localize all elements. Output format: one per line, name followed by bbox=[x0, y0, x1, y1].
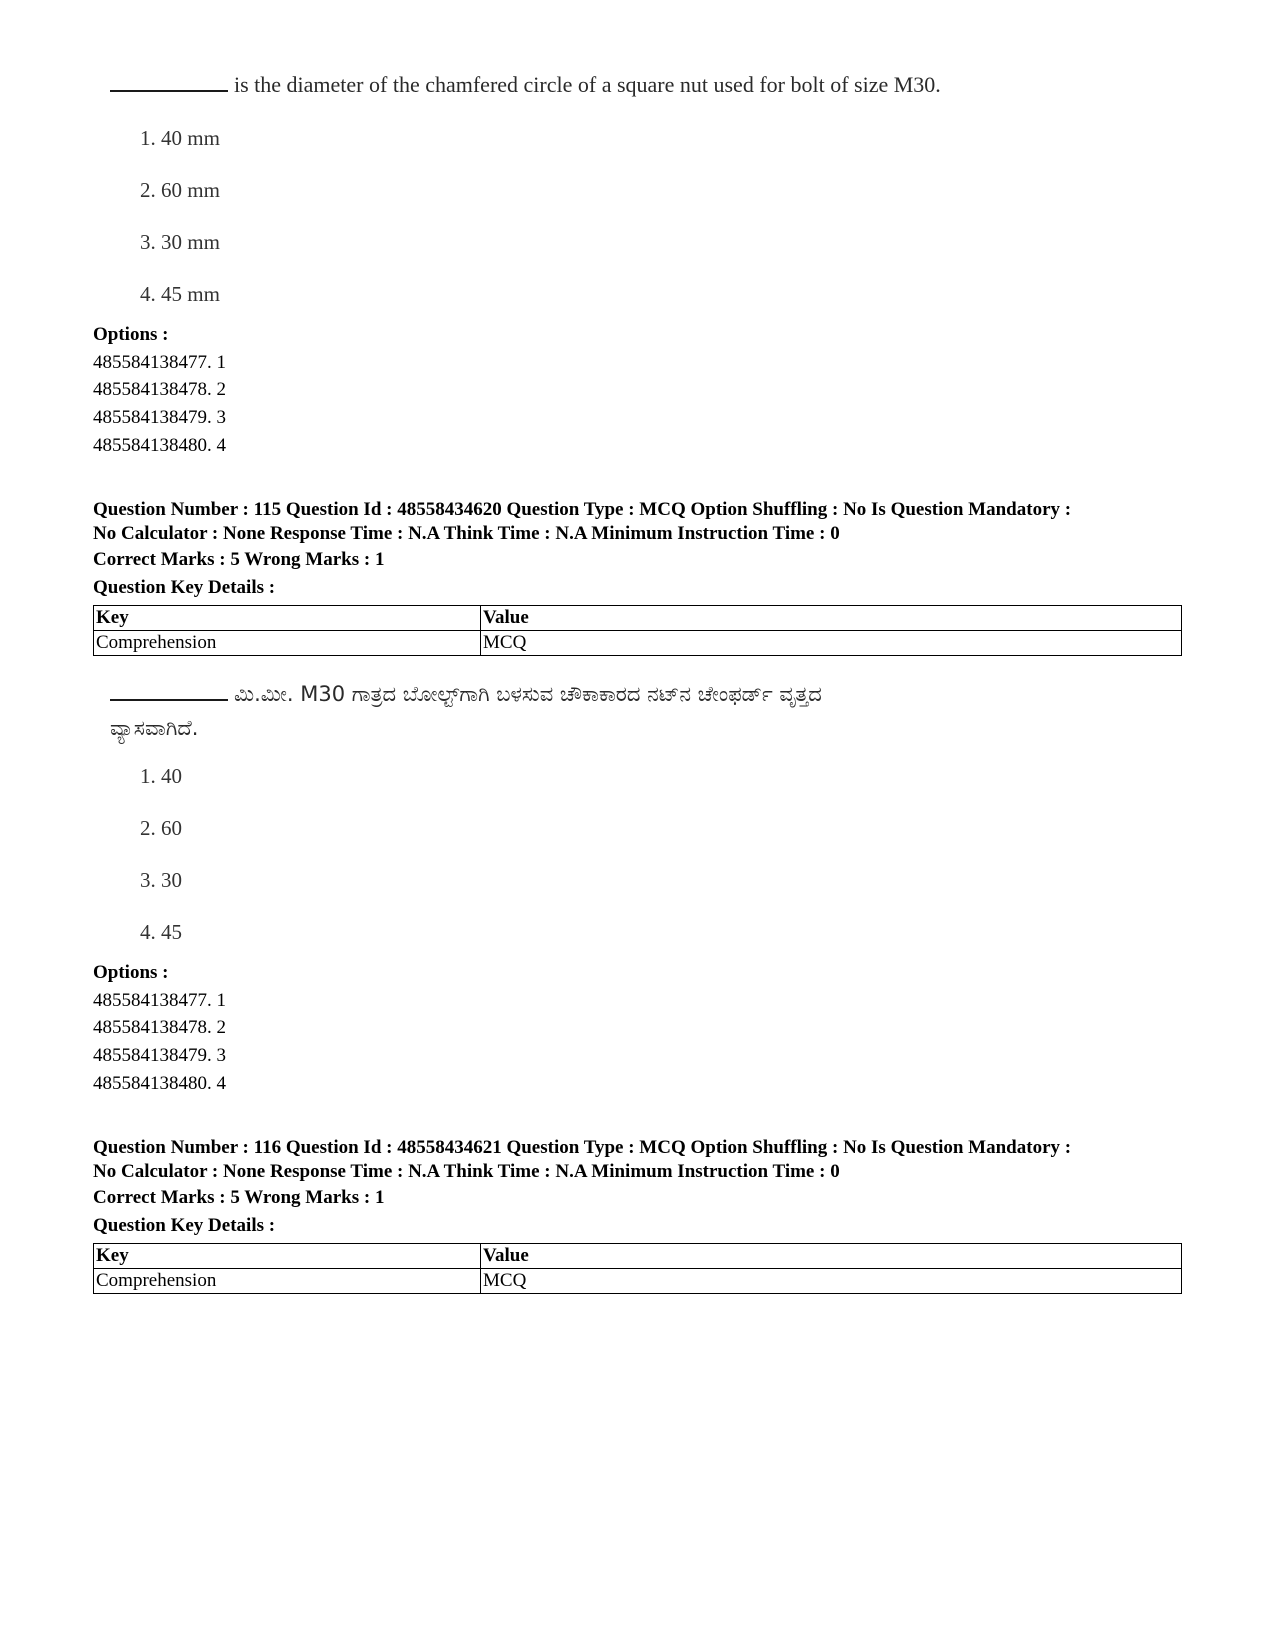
table-cell: MCQ bbox=[481, 631, 1182, 656]
table-header-key: Key bbox=[94, 606, 481, 631]
question-stem-text: is the diameter of the chamfered circle of a square nut used for bolt of size M30. bbox=[234, 72, 941, 97]
question-meta bbox=[93, 498, 1183, 546]
question-stem-text: ಮಿ.ಮೀ. M30 ಗಾತ್ರದ ಬೋಲ್ಟ್‌ಗಾಗಿ ಬಳಸುವ ಚೌಕಾಕಾರದ ನಟ್‌ನ ಚೇಂಫರ್ಡ್ ವೃತ್ತದ bbox=[234, 682, 822, 706]
answer-choice: 3. 30 mm bbox=[140, 230, 220, 254]
option-id: 485584138477. 1 bbox=[93, 990, 226, 1011]
answer-choice: 4. 45 mm bbox=[140, 282, 220, 306]
key-details-label: Question Key Details : bbox=[93, 1215, 276, 1236]
fill-in-blank bbox=[110, 681, 228, 701]
question-meta bbox=[93, 1136, 1183, 1184]
answer-choice: 3. 30 bbox=[140, 868, 182, 892]
question-meta-line: No Calculator : None Response Time : N.A Think Time : N.A Minimum Instruction Time : 0 bbox=[93, 1161, 840, 1182]
table-row bbox=[94, 1269, 1182, 1294]
option-id: 485584138477. 1 bbox=[93, 352, 226, 373]
marks-line: Correct Marks : 5 Wrong Marks : 1 bbox=[93, 1187, 385, 1208]
question-meta-line: Question Number : 116 Question Id : 48558434621 Question Type : MCQ Option Shuffling : No Is Question Mandatory : bbox=[93, 1137, 1072, 1158]
answer-choice: 1. 40 bbox=[140, 764, 182, 788]
table-cell: Comprehension bbox=[94, 631, 481, 656]
answer-choice: 4. 45 bbox=[140, 920, 182, 944]
question-stem-line: ವ್ಯಾಸವಾಗಿದೆ. bbox=[110, 716, 199, 740]
question-stem bbox=[110, 72, 941, 98]
options-label: Options : bbox=[93, 324, 169, 345]
marks-line: Correct Marks : 5 Wrong Marks : 1 bbox=[93, 549, 385, 570]
question-stem-line bbox=[110, 677, 1110, 711]
table-header-row bbox=[94, 1244, 1182, 1269]
table-header-value: Value bbox=[481, 606, 1182, 631]
key-details-label: Question Key Details : bbox=[93, 577, 276, 598]
table-cell: MCQ bbox=[481, 1269, 1182, 1294]
table-header-value: Value bbox=[481, 1244, 1182, 1269]
table-header-row bbox=[94, 606, 1182, 631]
question-stem-kannada bbox=[110, 677, 1110, 745]
option-id: 485584138480. 4 bbox=[93, 1073, 226, 1094]
answer-choice: 1. 40 mm bbox=[140, 126, 220, 150]
question-meta-line: No Calculator : None Response Time : N.A Think Time : N.A Minimum Instruction Time : 0 bbox=[93, 523, 840, 544]
table-row bbox=[94, 631, 1182, 656]
fill-in-blank bbox=[110, 72, 228, 92]
option-id: 485584138479. 3 bbox=[93, 1045, 226, 1066]
key-details-table bbox=[93, 605, 1182, 656]
option-id: 485584138478. 2 bbox=[93, 1017, 226, 1038]
question-meta-line: Question Number : 115 Question Id : 48558434620 Question Type : MCQ Option Shuffling : No Is Question Mandatory : bbox=[93, 499, 1072, 520]
table-header-key: Key bbox=[94, 1244, 481, 1269]
answer-choice: 2. 60 bbox=[140, 816, 182, 840]
option-id: 485584138480. 4 bbox=[93, 435, 226, 456]
options-label: Options : bbox=[93, 962, 169, 983]
option-id: 485584138479. 3 bbox=[93, 407, 226, 428]
option-id: 485584138478. 2 bbox=[93, 379, 226, 400]
table-cell: Comprehension bbox=[94, 1269, 481, 1294]
key-details-table bbox=[93, 1243, 1182, 1294]
answer-choice: 2. 60 mm bbox=[140, 178, 220, 202]
